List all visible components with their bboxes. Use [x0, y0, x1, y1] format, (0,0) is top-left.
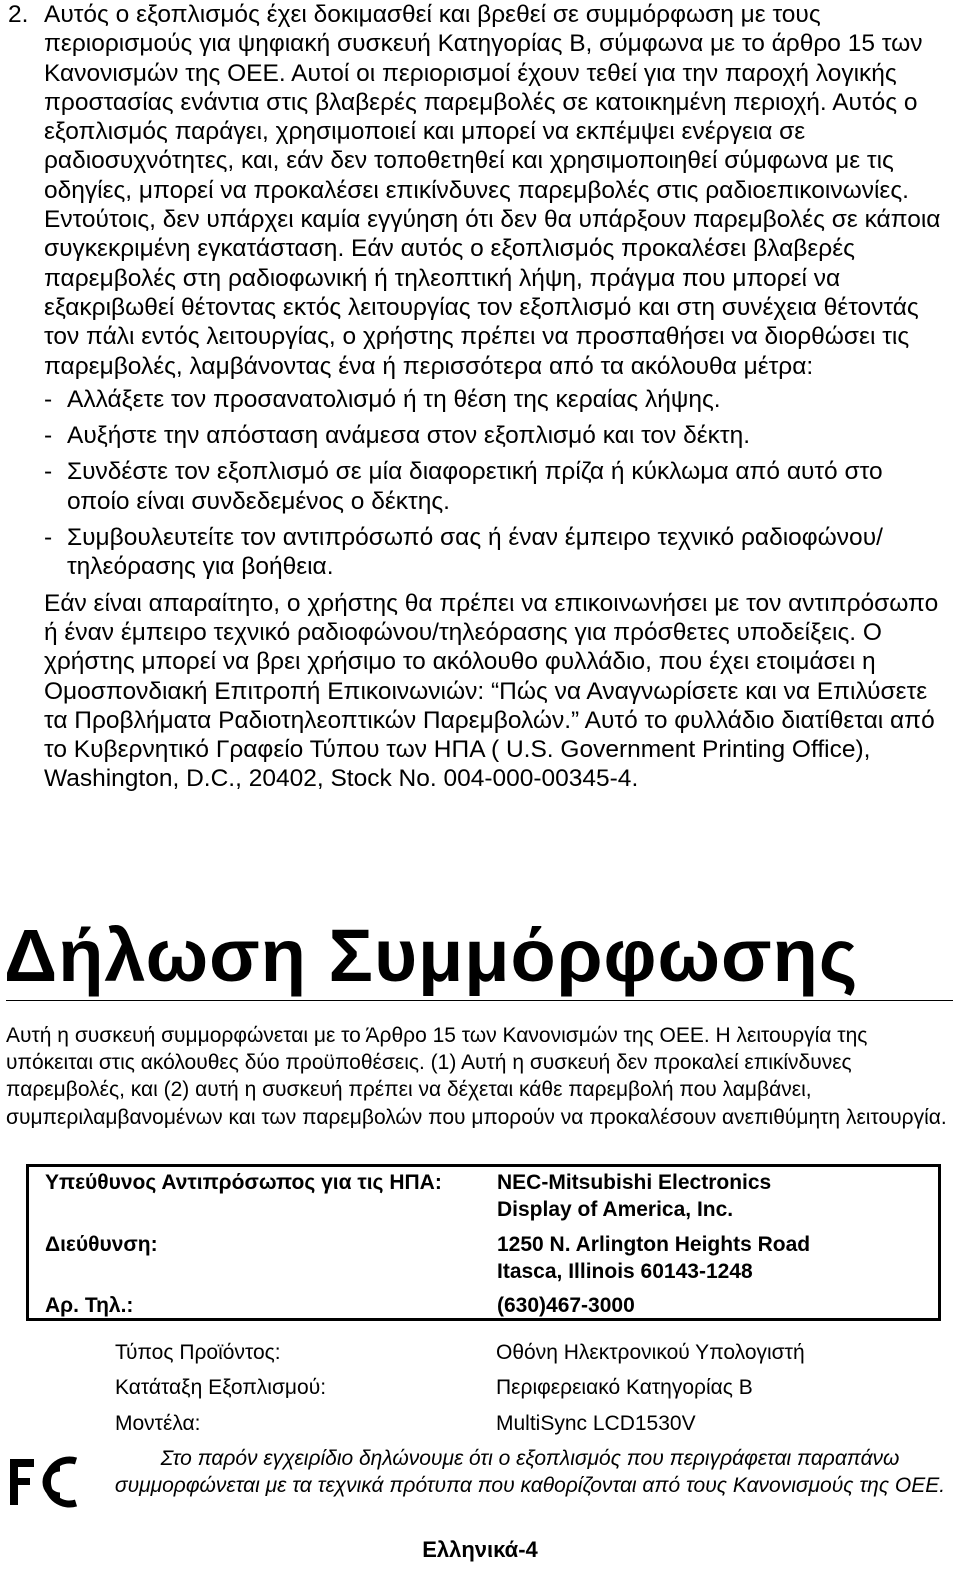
- address-value: 1250 N. Arlington Heights Road Itasca, Illinois 60143-1248: [497, 1233, 811, 1283]
- list-item-text: Αλλάξετε τον προσανατολισμό ή τη θέση της κεραίας λήψης.: [67, 385, 721, 413]
- list-item: [44, 421, 948, 450]
- responsible-party-label: Υπεύθυνος Αντιπρόσωπος για τις ΗΠΑ:: [45, 1171, 442, 1194]
- bullet-dash: -: [44, 458, 53, 486]
- section-number: 2.: [8, 1, 29, 28]
- product-type-label: Τύπος Προϊόντος:: [115, 1341, 281, 1364]
- phone-value: (630)467-3000: [497, 1294, 635, 1317]
- list-item: [44, 523, 948, 582]
- intro-paragraph: Αυτή η συσκευή συμμορφώνεται με το Άρθρο 15 των Κανονισμών της ΟΕΕ. Η λειτουργία της υπόκειται στις ακόλουθες δύο προϋποθέσεις. (1) Αυτή η συσκευή δεν προκαλεί επικίνδυνες παρεμβολές, και (2) αυτή η συσκευή πρέπει να δέχεται κάθε παρεμβολή που λαμβάνει, συμπεριλαμβανομένων και των παρεμβολών που μπορούν να προκαλέσουν ανεπιθύμητη λειτουργία.: [6, 1024, 947, 1129]
- list-item-text: Συμβουλευτείτε τον αντιπρόσωπό σας ή έναν έμπειρο τεχνικό ραδιοφώνου/τηλεόρασης για βοήθεια.: [67, 524, 883, 581]
- list-item-text: Αυξήστε την απόσταση ανάμεσα στον εξοπλισμό και τον δέκτη.: [67, 422, 751, 450]
- equipment-class-value: Περιφερειακό Κατηγορίας B: [496, 1376, 753, 1399]
- fcc-logo-icon: [8, 1456, 82, 1508]
- product-type-value: Οθόνη Ηλεκτρονικού Υπολογιστή: [496, 1341, 805, 1364]
- bullet-dash: -: [44, 524, 53, 552]
- model-value: MultiSync LCD1530V: [496, 1412, 696, 1435]
- list-item: [44, 385, 948, 414]
- model-label: Μοντέλα:: [115, 1412, 201, 1435]
- declaration-statement: Στο παρόν εγχειρίδιο δηλώνουμε ότι ο εξοπλισμός που περιγράφεται παραπάνω συμμορφώνεται με τα τεχνικά πρότυπα που καθορίζονται από τους Κανονισμούς της ΟΕΕ.: [114, 1447, 946, 1497]
- responsible-party-box: [26, 1164, 941, 1321]
- list-item-text: Συνδέστε τον εξοπλισμό σε μία διαφορετική πρίζα ή κύκλωμα από αυτό στο οποίο είναι συνδεδεμένος ο δέκτης.: [67, 458, 883, 515]
- closing-paragraph: Εάν είναι απαραίτητο, ο χρήστης θα πρέπει να επικοινωνήσει με τον αντιπρόσωπο ή έναν έμπειρο τεχνικό ραδιοφώνου/τηλεόρασης για πρόσθετες υποδείξεις. Ο χρήστης μπορεί να βρει χρήσιμο το ακόλουθο φυλλάδιο, που έχει ετοιμάσει η Ομοσπονδιακή Επιτροπή Επικοινωνιών: “Πώς να Αναγνωρίσετε και να Επιλύσετε τα Προβλήματα Ραδιοτηλεοπτικών Παρεμβολών.” Αυτό το φυλλάδιο διατίθεται από το Κυβερνητικό Γραφείο Τύπου των ΗΠΑ ( U.S. Government Printing Office), Washington, D.C., 20402, Stock No. 004-000-00345-4.: [44, 589, 939, 793]
- list-item: [44, 457, 948, 516]
- measures-list: [44, 385, 948, 582]
- section-body: [44, 0, 948, 794]
- address-label: Διεύθυνση:: [45, 1233, 158, 1256]
- equipment-class-label: Κατάταξη Εξοπλισμού:: [115, 1376, 327, 1399]
- title-divider: [6, 1000, 953, 1001]
- responsible-party-value: NEC-Mitsubishi Electronics Display of America, Inc.: [497, 1171, 772, 1221]
- section-paragraph: Αυτός ο εξοπλισμός έχει δοκιμασθεί και βρεθεί σε συμμόρφωση με τους περιορισμούς για ψηφιακή συσκευή Κατηγορίας B, σύμφωνα με το άρθρο 15 των Κανονισμών της ΟΕΕ. Αυτοί οι περιορισμοί έχουν τεθεί για την παροχή λογικής προστασίας ενάντια στις βλαβερές παρεμβολές σε κατοικημένη περιοχή. Αυτός ο εξοπλισμός παράγει, χρησιμοποιεί και μπορεί να εκπέμψει ενέργεια σε ραδιοσυχνότητες, και, εάν δεν τοποθετηθεί και χρησιμοποιηθεί σύμφωνα με τις οδηγίες, μπορεί να προκαλέσει επικίνδυνες παρεμβολές στις ραδιοεπικοινωνίες. Εντούτοις, δεν υπάρχει καμία εγγύηση ότι δεν θα υπάρξουν παρεμβολές σε κάποια συγκεκριμένη εγκατάσταση. Εάν αυτός ο εξοπλισμός προκαλέσει βλαβερές παρεμβολές στη ραδιοφωνική ή τηλεοπτική λήψη, πράγμα που μπορεί να εξακριβωθεί θέτοντας εκτός λειτουργίας τον εξοπλισμό και στη συνέχεια θέτοντάς τον πάλι εντός λειτουργίας, ο χρήστης πρέπει να προσπαθήσει να διορθώσει τις παρεμβολές, λαμβάνοντας ένα ή περισσότερα από τα ακόλουθα μέτρα:: [44, 1, 941, 380]
- page-number: Ελληνικά-4: [422, 1537, 538, 1562]
- bullet-dash: -: [44, 385, 53, 413]
- bullet-dash: -: [44, 422, 53, 450]
- phone-label: Αρ. Τηλ.:: [45, 1294, 134, 1317]
- section-2: [8, 0, 948, 794]
- page-title: Δήλωση Συμμόρφωσης: [4, 914, 859, 997]
